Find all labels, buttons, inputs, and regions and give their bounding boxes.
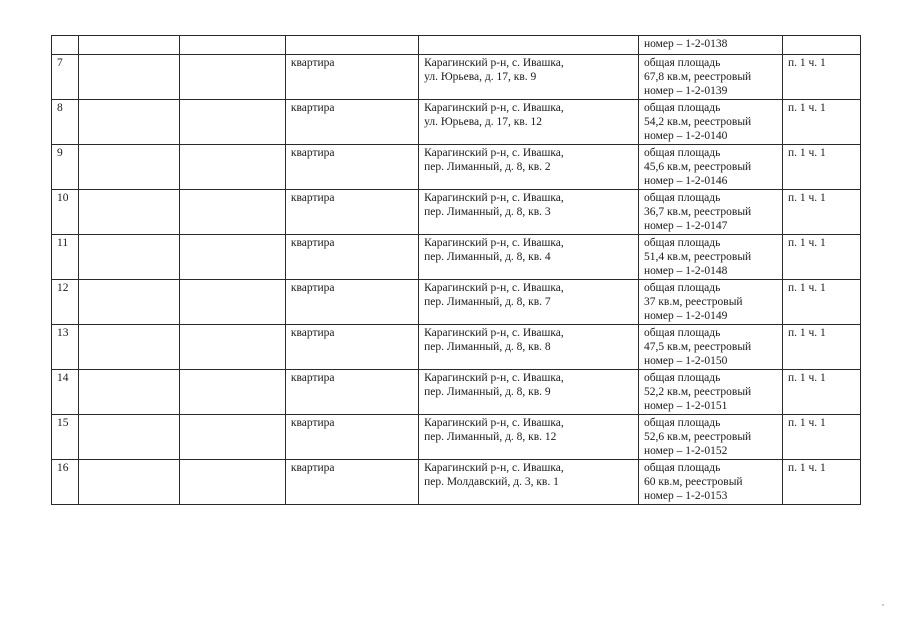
cell-num: 16 [52, 460, 79, 505]
cell-num [52, 36, 79, 55]
cell-empty [179, 415, 285, 460]
cell-num: 15 [52, 415, 79, 460]
table-row [52, 235, 861, 280]
cell-basis: п. 1 ч. 1 [782, 280, 860, 325]
table-row [52, 100, 861, 145]
area-line: 36,7 кв.м, реестровый [643, 206, 752, 218]
cell-basis [782, 36, 860, 55]
cell-empty [179, 325, 285, 370]
area-line: номер – 1-2-0146 [643, 175, 728, 187]
cell-basis: п. 1 ч. 1 [782, 190, 860, 235]
cell-area [638, 415, 782, 460]
cell-empty [179, 460, 285, 505]
area-line: номер – 1-2-0139 [643, 85, 728, 97]
cell-address [419, 145, 639, 190]
address-line: Карагинский р-н, с. Ивашка, [424, 462, 564, 474]
table-row [52, 280, 861, 325]
area-line: 47,5 кв.м, реестровый [643, 341, 752, 353]
address-line: пер. Лиманный, д. 8, кв. 2 [424, 161, 551, 173]
cell-area [638, 370, 782, 415]
area-line: общая площадь [643, 462, 721, 474]
area-line: общая площадь [643, 102, 721, 114]
cell-num: 7 [52, 55, 79, 100]
cell-num: 12 [52, 280, 79, 325]
cell-empty [179, 55, 285, 100]
area-line: общая площадь [643, 57, 721, 69]
area-line: 52,6 кв.м, реестровый [643, 431, 752, 443]
area-line: общая площадь [643, 417, 721, 429]
cell-type: квартира [285, 280, 418, 325]
cell-empty [179, 100, 285, 145]
cell-empty [179, 190, 285, 235]
scan-speck [882, 604, 884, 606]
area-line: 60 кв.м, реестровый [643, 476, 743, 488]
cell-empty [179, 145, 285, 190]
table-row-continued [52, 36, 861, 55]
area-line: номер – 1-2-0148 [643, 265, 728, 277]
cell-empty [179, 280, 285, 325]
cell-area: номер – 1-2-0138 [638, 36, 782, 55]
cell-empty [179, 370, 285, 415]
area-line: 67,8 кв.м, реестровый [643, 71, 752, 83]
cell-empty [79, 415, 180, 460]
address-line: пер. Лиманный, д. 8, кв. 9 [424, 386, 551, 398]
cell-basis: п. 1 ч. 1 [782, 460, 860, 505]
cell-address [419, 36, 639, 55]
cell-address [419, 100, 639, 145]
cell-num: 9 [52, 145, 79, 190]
address-line: Карагинский р-н, с. Ивашка, [424, 372, 564, 384]
cell-num: 11 [52, 235, 79, 280]
cell-basis: п. 1 ч. 1 [782, 145, 860, 190]
address-line: Карагинский р-н, с. Ивашка, [424, 147, 564, 159]
area-line: номер – 1-2-0152 [643, 445, 728, 457]
area-line: общая площадь [643, 192, 721, 204]
address-line: Карагинский р-н, с. Ивашка, [424, 237, 564, 249]
cell-type: квартира [285, 460, 418, 505]
cell-area [638, 235, 782, 280]
cell-type: квартира [285, 190, 418, 235]
cell-empty [79, 190, 180, 235]
area-line: 45,6 кв.м, реестровый [643, 161, 752, 173]
cell-basis: п. 1 ч. 1 [782, 325, 860, 370]
cell-basis: п. 1 ч. 1 [782, 370, 860, 415]
cell-empty [79, 460, 180, 505]
cell-type [285, 36, 418, 55]
area-line: 37 кв.м, реестровый [643, 296, 743, 308]
area-line: номер – 1-2-0147 [643, 220, 728, 232]
area-line: номер – 1-2-0150 [643, 355, 728, 367]
cell-area [638, 190, 782, 235]
cell-type: квартира [285, 100, 418, 145]
cell-type: квартира [285, 55, 418, 100]
area-line: общая площадь [643, 237, 721, 249]
cell-area [638, 55, 782, 100]
cell-area [638, 100, 782, 145]
cell-address [419, 190, 639, 235]
cell-address [419, 460, 639, 505]
address-line: Карагинский р-н, с. Ивашка, [424, 327, 564, 339]
cell-area [638, 460, 782, 505]
area-line: номер – 1-2-0140 [643, 130, 728, 142]
property-registry-table [51, 35, 861, 505]
cell-empty [79, 280, 180, 325]
address-line: пер. Лиманный, д. 8, кв. 8 [424, 341, 551, 353]
area-line: 52,2 кв.м, реестровый [643, 386, 752, 398]
area-line: 54,2 кв.м, реестровый [643, 116, 752, 128]
address-line: пер. Лиманный, д. 8, кв. 4 [424, 251, 551, 263]
cell-type: квартира [285, 235, 418, 280]
address-line: пер. Лиманный, д. 8, кв. 7 [424, 296, 551, 308]
cell-empty [79, 36, 180, 55]
address-line: пер. Молдавский, д. 3, кв. 1 [424, 476, 559, 488]
address-line: пер. Лиманный, д. 8, кв. 3 [424, 206, 551, 218]
address-line: Карагинский р-н, с. Ивашка, [424, 57, 564, 69]
cell-type: квартира [285, 415, 418, 460]
cell-address [419, 415, 639, 460]
cell-type: квартира [285, 370, 418, 415]
cell-basis: п. 1 ч. 1 [782, 415, 860, 460]
table-row [52, 325, 861, 370]
address-line: Карагинский р-н, с. Ивашка, [424, 192, 564, 204]
area-line: номер – 1-2-0151 [643, 400, 728, 412]
table-row [52, 370, 861, 415]
cell-num: 10 [52, 190, 79, 235]
table-row [52, 190, 861, 235]
cell-empty [179, 36, 285, 55]
cell-area [638, 325, 782, 370]
address-line: пер. Лиманный, д. 8, кв. 12 [424, 431, 557, 443]
cell-basis: п. 1 ч. 1 [782, 235, 860, 280]
address-line: Карагинский р-н, с. Ивашка, [424, 417, 564, 429]
cell-empty [79, 145, 180, 190]
area-line: общая площадь [643, 147, 721, 159]
cell-area [638, 280, 782, 325]
area-line: общая площадь [643, 327, 721, 339]
address-line: ул. Юрьева, д. 17, кв. 12 [424, 116, 543, 128]
cell-num: 8 [52, 100, 79, 145]
area-line: номер – 1-2-0149 [643, 310, 728, 322]
table-row [52, 55, 861, 100]
cell-basis: п. 1 ч. 1 [782, 100, 860, 145]
cell-empty [79, 370, 180, 415]
area-line: номер – 1-2-0153 [643, 490, 728, 502]
cell-num: 14 [52, 370, 79, 415]
cell-empty [79, 235, 180, 280]
table-row [52, 460, 861, 505]
table-row [52, 415, 861, 460]
cell-address [419, 280, 639, 325]
cell-empty [79, 100, 180, 145]
cell-address [419, 370, 639, 415]
address-line: ул. Юрьева, д. 17, кв. 9 [424, 71, 537, 83]
cell-empty [79, 55, 180, 100]
cell-type: квартира [285, 145, 418, 190]
address-line: Карагинский р-н, с. Ивашка, [424, 282, 564, 294]
cell-address [419, 325, 639, 370]
table-row [52, 145, 861, 190]
address-line: Карагинский р-н, с. Ивашка, [424, 102, 564, 114]
cell-empty [179, 235, 285, 280]
area-line: общая площадь [643, 282, 721, 294]
cell-empty [79, 325, 180, 370]
cell-num: 13 [52, 325, 79, 370]
cell-area [638, 145, 782, 190]
cell-type: квартира [285, 325, 418, 370]
cell-basis: п. 1 ч. 1 [782, 55, 860, 100]
area-line: общая площадь [643, 372, 721, 384]
area-line: 51,4 кв.м, реестровый [643, 251, 752, 263]
cell-address [419, 235, 639, 280]
cell-address [419, 55, 639, 100]
